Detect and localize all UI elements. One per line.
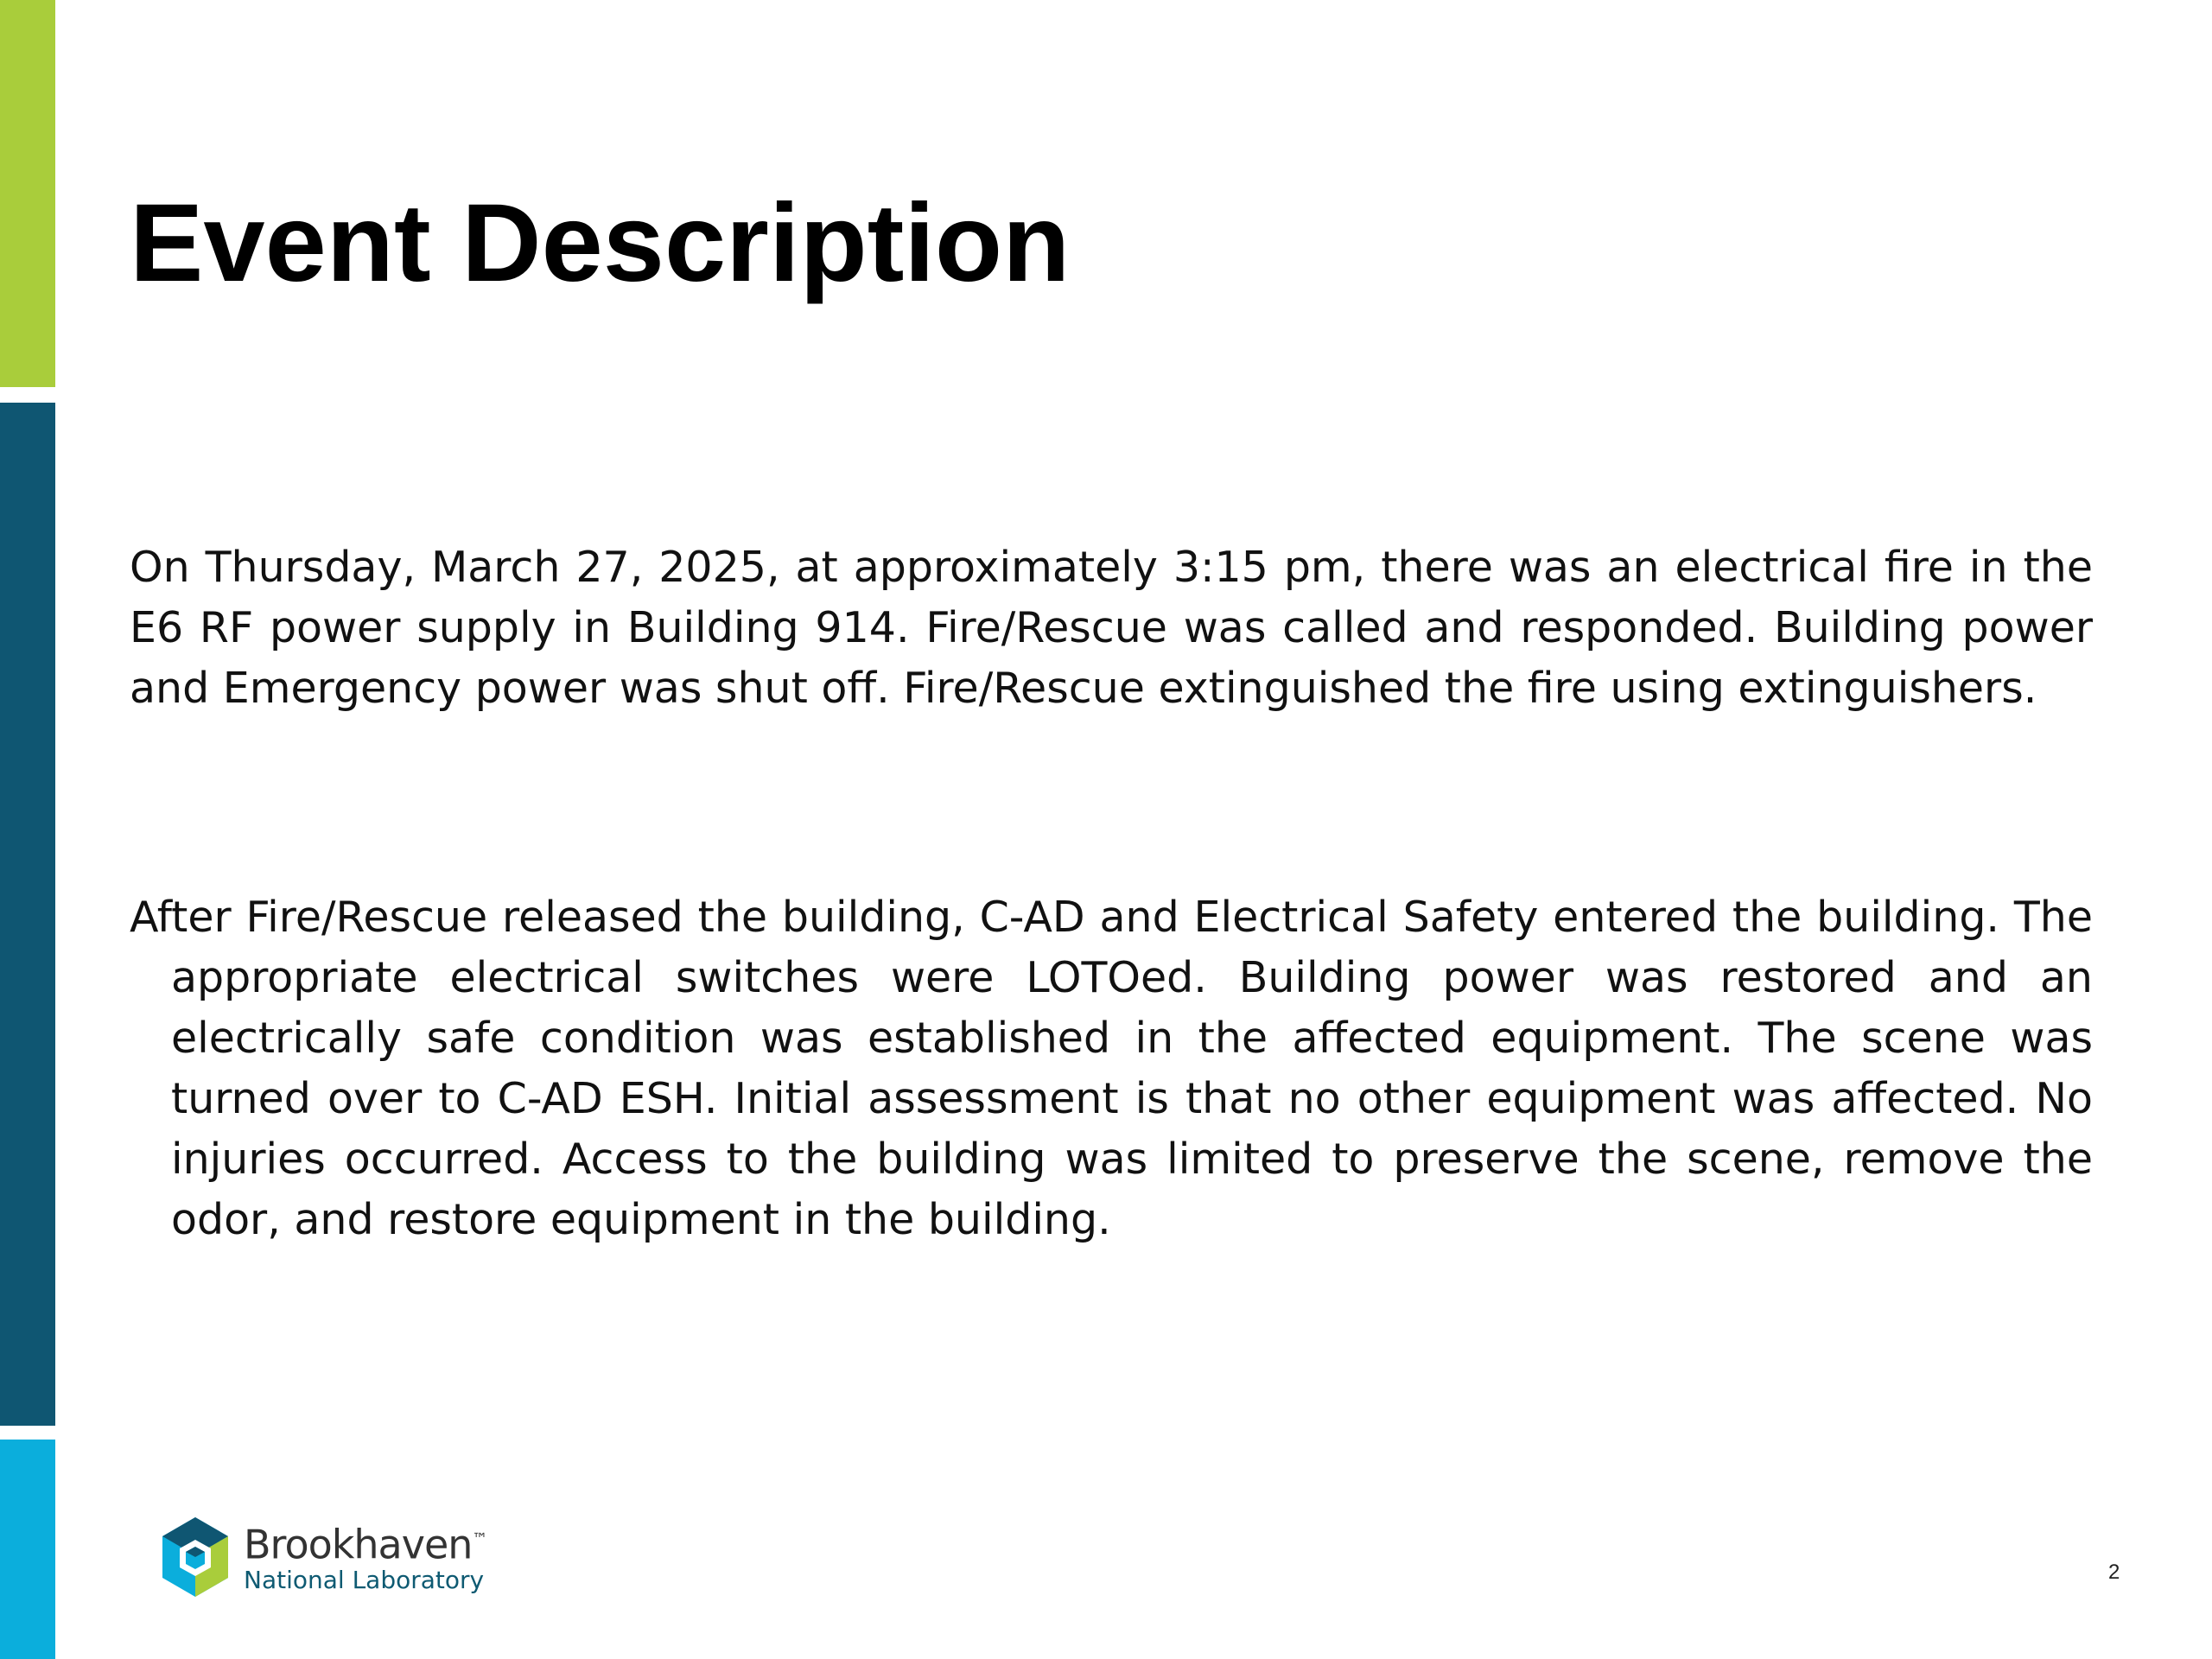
logo-subtitle: National Laboratory bbox=[244, 1565, 485, 1594]
page-number: 2 bbox=[2108, 1560, 2120, 1584]
brookhaven-logo bbox=[157, 1514, 486, 1600]
accent-bar-top bbox=[0, 0, 55, 387]
hexagon-cube-logo-icon bbox=[157, 1514, 233, 1600]
accent-bar-middle bbox=[0, 403, 55, 1426]
accent-bar-bottom bbox=[0, 1440, 55, 1659]
paragraph-event-summary: On Thursday, March 27, 2025, at approximately 3:15 pm, there was an electrical fire in the E6 RF power supply in Building 914. Fire/Rescue was called and responded. Building power and Emergency power was shut off. Fire/Rescue extinguished the fire using extinguishers. bbox=[130, 543, 2093, 713]
slide-title: Event Description bbox=[130, 181, 1071, 305]
paragraph-event-followup: After Fire/Rescue released the building, C-AD and Electrical Safety entered the building. The appropriate electrical switches were LOTOed. Building power was restored and an electrically safe condition was established in the affected equipment. The scene was turned over to C-AD ESH. Initial assessment is that no other equipment was affected. No injuries occurred. Access to the building was limited to preserve the scene, remove the odor, and restore equipment in the building. bbox=[130, 893, 2093, 1244]
logo-name: Brookhaven™ bbox=[244, 1521, 487, 1568]
